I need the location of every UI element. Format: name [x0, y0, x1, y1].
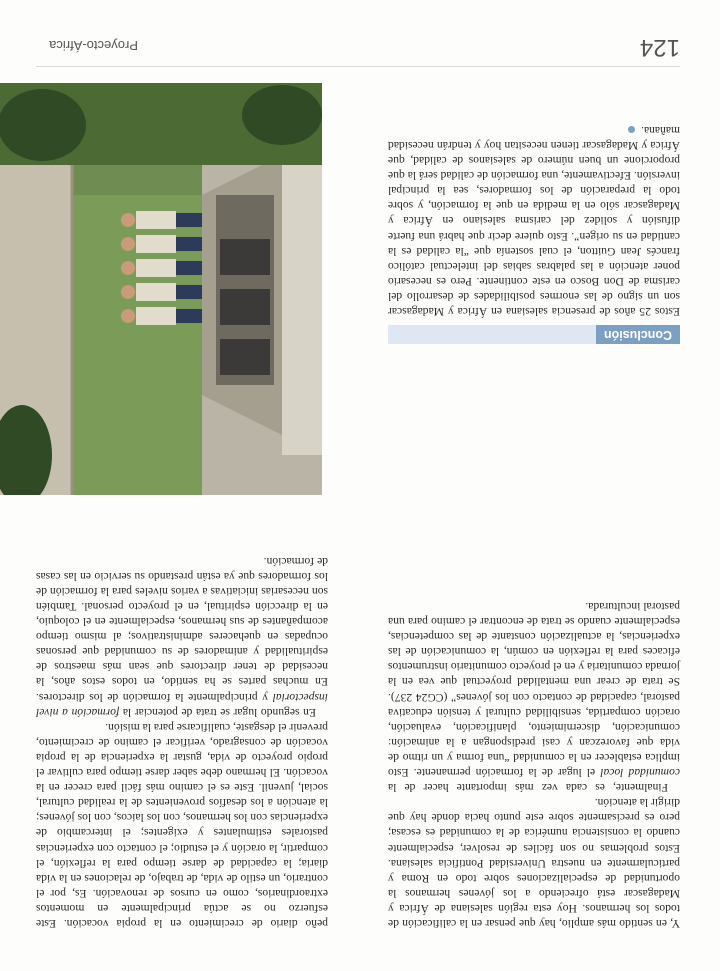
page-number: 124 — [639, 34, 680, 61]
paragraph-conclusion: Estos 25 años de presencia salesiana en África y Madagascar son un signo de las enormes posibilidades de desarrollo del carisma de Don Bosco en este continente. Pero es necesario poner atención a las palabras sabias del intelectual católico francés Jean Guitton, el cual sostenía que “la calidad es la cantidad en su origen”. Esto quiere decir que habrá una fuerte difusión y solidez del carisma salesiano en África y Madagascar sólo en la medida en que la formación, y sobre todo la preparación de los formadores, sea la principal inversión. Efectivamente, una formación de calidad será la que proporcione un buen número de salesianos de calidad, que África y Madagascar tienen necesitan hoy y tendrán necesidad mañana. — [388, 123, 680, 318]
end-bullet-icon — [628, 126, 635, 133]
conclusion-heading-bar — [388, 325, 680, 344]
emphasis-local-community: comunidad local — [600, 766, 680, 780]
conclusion-heading: Conclusión — [596, 325, 680, 344]
paragraph-inspectorial: En segundo lugar se trata de potenciar la formación a nivel inspectorial y principalmente la formación de los directores. En muchas partes se ha sentido, en todos estos años, la necesidad de tener directores que sean más maestros de espiritualidad y animadores de su comunidad que personas ocupadas en quehaceres administrativos; al mismo tiempo acompañantes de sus hermanos, especialmente en el coloquio, en la dirección espiritual, en el proyecto personal. También son necesarias iniciativas a varios niveles para la formación de los formadores que ya están prestando su servicio en las casas de formación. — [36, 554, 328, 719]
footer-divider — [36, 66, 680, 67]
text-column-right — [388, 599, 680, 931]
group-photo — [0, 83, 322, 495]
running-footer: Proyecto-África — [49, 38, 138, 53]
text-column-left — [36, 554, 328, 931]
emphasis-formation: formación a nivel inspectorial — [36, 690, 328, 719]
paragraph-growth: peño diario de crecimiento en la propia vocación. Este esfuerzo no se actúa principalmente en momentos extraordinarios, como en cursos de renovación. Es, por el contrario, un estilo de vida, de trabajo, de relaciones en la vida diaria; la capacidad de darse tiempo para la reflexión, el compartir, la oración y el estudio; el contacto con experiencias pastorales estimulantes y exigentes; el intercambio de experiencias con los hermanos, con los laicos, con los jóvenes; la atención a los desafíos provenientes de la realidad cultural, social, juvenil. Este es el camino más fácil para crecer en la vocación. El hermano debe saber darse tiempo para cultivar el propio proyecto de vida, gustar la experiencia de la propia vocación de consagrado, verificar el camino de crecimiento, prevenir el desgaste, cualificarse para la misión. — [36, 720, 328, 930]
paragraph-local-community: Finalmente, es cada vez más importante hacer de la comunidad local el lugar de la formación permanente. Esto implica establecer en la comunidad “una forma y un ritmo de vida que favorezcan y casi predispongan a la animación: comunicación, discernimiento, planificación, evaluación, oración compartida, sensibilidad cultural y tensión educativa pastoral, capacidad de contacto con los jóvenes” (CG24 237). Se trata de crear una mentalidad proyectual que vea en la jornada comunitaria y en el proyecto comunitario instrumentos eficaces para la reflexión en común, la comunicación de las experiencias, la actualización constante de las competencias, especialmente cuando se trata de encontrar el camino para una pastoral inculturada. — [387, 600, 680, 795]
paragraph-qualification: Y, en sentido más amplio, hay que pensar en la calificación de todos los hermanos. Hoy esta región salesiana de África y Madagascar está ofreciendo a los jóvenes hermanos la oportunidad de especializaciones sobre todo en Roma y particularmente en nuestra Universidad Pontificia salesiana. Estos problemas no son fáciles de resolver, especialmente cuando la consistencia numérica de la comunidad es escasa; pero es precisamente sobre este punto hacia donde hay que dirigir la atención. — [388, 796, 680, 930]
conclusion-column — [388, 123, 680, 319]
group-photo-garden-icon — [0, 83, 322, 495]
